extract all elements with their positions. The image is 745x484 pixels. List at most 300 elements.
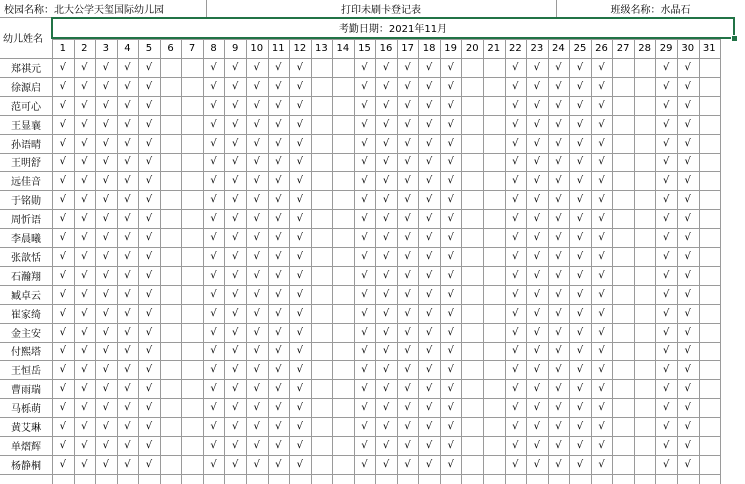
empty-cell[interactable] <box>160 153 182 172</box>
check-mark-cell[interactable]: √ <box>231 364 239 376</box>
check-mark-cell[interactable]: √ <box>382 118 390 130</box>
empty-cell[interactable] <box>699 115 721 134</box>
check-mark-cell[interactable]: √ <box>404 288 411 300</box>
check-mark-cell[interactable]: √ <box>662 402 670 414</box>
check-mark-cell[interactable]: √ <box>598 232 605 244</box>
student-name-cell[interactable]: 张歆恬 <box>11 252 41 264</box>
check-mark-cell[interactable]: √ <box>576 307 584 319</box>
check-mark-cell[interactable]: √ <box>533 118 541 130</box>
empty-cell[interactable] <box>332 417 354 436</box>
check-mark-cell[interactable]: √ <box>382 326 390 338</box>
check-mark-cell[interactable]: √ <box>361 421 368 433</box>
check-mark-cell[interactable]: √ <box>145 269 153 281</box>
check-mark-cell[interactable]: √ <box>102 439 110 451</box>
check-mark-cell[interactable]: √ <box>576 383 584 395</box>
check-mark-cell[interactable]: √ <box>231 80 239 92</box>
check-mark-cell[interactable]: √ <box>253 421 260 433</box>
check-mark-cell[interactable]: √ <box>555 402 562 414</box>
check-mark-cell[interactable]: √ <box>210 458 217 470</box>
check-mark-cell[interactable]: √ <box>231 326 239 338</box>
day-header-cell[interactable]: 16 <box>379 43 393 54</box>
check-mark-cell[interactable]: √ <box>447 213 454 225</box>
student-name-cell[interactable]: 黄艾琳 <box>11 423 41 435</box>
check-mark-cell[interactable]: √ <box>404 421 411 433</box>
check-mark-cell[interactable]: √ <box>512 213 519 225</box>
check-mark-cell[interactable]: √ <box>231 118 239 130</box>
check-mark-cell[interactable]: √ <box>124 288 131 300</box>
check-mark-cell[interactable]: √ <box>662 118 670 130</box>
check-mark-cell[interactable]: √ <box>447 61 454 73</box>
check-mark-cell[interactable]: √ <box>555 194 562 206</box>
check-mark-cell[interactable]: √ <box>404 458 411 470</box>
check-mark-cell[interactable]: √ <box>382 99 390 111</box>
empty-cell[interactable] <box>483 190 505 209</box>
check-mark-cell[interactable]: √ <box>533 307 541 319</box>
check-mark-cell[interactable]: √ <box>576 402 584 414</box>
empty-cell[interactable] <box>181 304 203 323</box>
student-name-cell[interactable]: 付熙塔 <box>11 347 41 359</box>
check-mark-cell[interactable]: √ <box>275 345 282 357</box>
check-mark-cell[interactable]: √ <box>102 232 110 244</box>
check-mark-cell[interactable]: √ <box>296 118 303 130</box>
empty-cell[interactable] <box>332 171 354 190</box>
check-mark-cell[interactable]: √ <box>382 383 390 395</box>
empty-cell[interactable] <box>634 417 656 436</box>
empty-cell[interactable] <box>483 342 505 361</box>
check-mark-cell[interactable]: √ <box>210 99 217 111</box>
check-mark-cell[interactable]: √ <box>81 402 88 414</box>
check-mark-cell[interactable]: √ <box>124 345 131 357</box>
check-mark-cell[interactable]: √ <box>361 137 368 149</box>
check-mark-cell[interactable]: √ <box>59 213 66 225</box>
check-mark-cell[interactable]: √ <box>124 118 131 130</box>
empty-cell[interactable] <box>461 77 483 96</box>
student-name-cell[interactable]: 王显襄 <box>11 120 41 132</box>
empty-cell[interactable] <box>311 436 333 455</box>
empty-cell[interactable] <box>634 190 656 209</box>
check-mark-cell[interactable]: √ <box>124 61 131 73</box>
check-mark-cell[interactable]: √ <box>275 458 282 470</box>
empty-cell[interactable] <box>181 379 203 398</box>
check-mark-cell[interactable]: √ <box>81 213 88 225</box>
check-mark-cell[interactable]: √ <box>81 194 88 206</box>
check-mark-cell[interactable]: √ <box>210 156 217 168</box>
check-mark-cell[interactable]: √ <box>447 307 454 319</box>
empty-cell[interactable] <box>311 247 333 266</box>
empty-cell[interactable] <box>311 153 333 172</box>
check-mark-cell[interactable]: √ <box>253 80 260 92</box>
check-mark-cell[interactable]: √ <box>512 383 519 395</box>
check-mark-cell[interactable]: √ <box>124 175 131 187</box>
check-mark-cell[interactable]: √ <box>102 118 110 130</box>
empty-cell[interactable] <box>699 171 721 190</box>
check-mark-cell[interactable]: √ <box>684 288 691 300</box>
check-mark-cell[interactable]: √ <box>145 250 153 262</box>
empty-cell[interactable] <box>332 266 354 285</box>
check-mark-cell[interactable]: √ <box>425 269 433 281</box>
empty-cell[interactable] <box>311 323 333 342</box>
check-mark-cell[interactable]: √ <box>253 288 260 300</box>
check-mark-cell[interactable]: √ <box>533 194 541 206</box>
check-mark-cell[interactable]: √ <box>59 307 66 319</box>
check-mark-cell[interactable]: √ <box>425 156 433 168</box>
check-mark-cell[interactable]: √ <box>512 345 519 357</box>
check-mark-cell[interactable]: √ <box>425 364 433 376</box>
day-header-cell[interactable]: 10 <box>250 43 264 54</box>
empty-cell[interactable] <box>311 455 333 474</box>
empty-cell[interactable] <box>332 285 354 304</box>
check-mark-cell[interactable]: √ <box>404 345 411 357</box>
check-mark-cell[interactable]: √ <box>576 269 584 281</box>
check-mark-cell[interactable]: √ <box>59 80 66 92</box>
empty-cell[interactable] <box>612 247 634 266</box>
check-mark-cell[interactable]: √ <box>447 383 454 395</box>
empty-cell[interactable] <box>461 398 483 417</box>
empty-cell[interactable] <box>699 153 721 172</box>
check-mark-cell[interactable]: √ <box>684 137 691 149</box>
check-mark-cell[interactable]: √ <box>662 383 670 395</box>
check-mark-cell[interactable]: √ <box>512 269 519 281</box>
day-header-cell[interactable]: 1 <box>59 43 66 54</box>
check-mark-cell[interactable]: √ <box>124 213 131 225</box>
empty-cell[interactable] <box>699 398 721 417</box>
check-mark-cell[interactable]: √ <box>662 99 670 111</box>
empty-cell[interactable] <box>699 285 721 304</box>
day-header-cell[interactable]: 21 <box>487 43 501 54</box>
check-mark-cell[interactable]: √ <box>124 402 131 414</box>
empty-cell[interactable] <box>634 436 656 455</box>
student-name-cell[interactable]: 李晨曦 <box>11 234 41 246</box>
check-mark-cell[interactable]: √ <box>555 307 562 319</box>
check-mark-cell[interactable]: √ <box>404 80 411 92</box>
empty-cell[interactable] <box>160 77 182 96</box>
day-header-cell[interactable]: 15 <box>358 43 371 54</box>
student-name-cell[interactable]: 孙语晴 <box>11 139 41 151</box>
empty-cell[interactable] <box>699 77 721 96</box>
check-mark-cell[interactable]: √ <box>296 345 303 357</box>
check-mark-cell[interactable]: √ <box>59 364 66 376</box>
check-mark-cell[interactable]: √ <box>361 175 368 187</box>
check-mark-cell[interactable]: √ <box>533 345 541 357</box>
check-mark-cell[interactable]: √ <box>598 288 605 300</box>
check-mark-cell[interactable]: √ <box>145 232 153 244</box>
check-mark-cell[interactable]: √ <box>533 156 541 168</box>
day-header-cell[interactable]: 31 <box>702 43 716 54</box>
empty-cell[interactable] <box>311 77 333 96</box>
empty-cell[interactable] <box>634 285 656 304</box>
empty-cell[interactable] <box>699 455 721 474</box>
check-mark-cell[interactable]: √ <box>447 175 454 187</box>
empty-cell[interactable] <box>612 323 634 342</box>
check-mark-cell[interactable]: √ <box>361 80 368 92</box>
check-mark-cell[interactable]: √ <box>512 99 519 111</box>
check-mark-cell[interactable]: √ <box>555 175 562 187</box>
check-mark-cell[interactable]: √ <box>231 458 239 470</box>
class-name-cell[interactable]: 班级名称：水晶石 <box>610 5 691 16</box>
check-mark-cell[interactable]: √ <box>598 383 605 395</box>
check-mark-cell[interactable]: √ <box>102 156 110 168</box>
empty-cell[interactable] <box>612 342 634 361</box>
check-mark-cell[interactable]: √ <box>382 156 390 168</box>
check-mark-cell[interactable]: √ <box>59 421 66 433</box>
check-mark-cell[interactable]: √ <box>231 307 239 319</box>
empty-cell[interactable] <box>699 379 721 398</box>
empty-cell[interactable] <box>311 134 333 153</box>
check-mark-cell[interactable]: √ <box>533 99 541 111</box>
check-mark-cell[interactable]: √ <box>512 250 519 262</box>
check-mark-cell[interactable]: √ <box>662 156 670 168</box>
check-mark-cell[interactable]: √ <box>81 326 88 338</box>
check-mark-cell[interactable]: √ <box>253 137 260 149</box>
empty-cell[interactable] <box>181 209 203 228</box>
day-header-cell[interactable]: 20 <box>465 43 479 54</box>
empty-cell[interactable] <box>160 379 182 398</box>
check-mark-cell[interactable]: √ <box>253 402 260 414</box>
check-mark-cell[interactable]: √ <box>124 99 131 111</box>
check-mark-cell[interactable]: √ <box>447 402 454 414</box>
check-mark-cell[interactable]: √ <box>447 232 454 244</box>
check-mark-cell[interactable]: √ <box>296 364 303 376</box>
check-mark-cell[interactable]: √ <box>102 250 110 262</box>
empty-cell[interactable] <box>461 455 483 474</box>
student-name-cell[interactable]: 曹雨瑞 <box>11 385 41 397</box>
check-mark-cell[interactable]: √ <box>102 213 110 225</box>
check-mark-cell[interactable]: √ <box>684 458 691 470</box>
empty-cell[interactable] <box>483 304 505 323</box>
check-mark-cell[interactable]: √ <box>231 194 239 206</box>
check-mark-cell[interactable]: √ <box>102 137 110 149</box>
check-mark-cell[interactable]: √ <box>382 458 390 470</box>
empty-cell[interactable] <box>461 323 483 342</box>
check-mark-cell[interactable]: √ <box>598 250 605 262</box>
day-header-cell[interactable]: 22 <box>508 43 522 54</box>
check-mark-cell[interactable]: √ <box>59 99 66 111</box>
empty-cell[interactable] <box>634 304 656 323</box>
empty-cell[interactable] <box>612 360 634 379</box>
empty-cell[interactable] <box>181 398 203 417</box>
check-mark-cell[interactable]: √ <box>102 61 110 73</box>
student-name-cell[interactable]: 王明舒 <box>11 158 41 170</box>
student-name-cell[interactable]: 于铭勋 <box>11 196 41 208</box>
empty-cell[interactable] <box>332 134 354 153</box>
empty-cell[interactable] <box>160 398 182 417</box>
check-mark-cell[interactable]: √ <box>404 156 411 168</box>
check-mark-cell[interactable]: √ <box>598 345 605 357</box>
check-mark-cell[interactable]: √ <box>382 250 390 262</box>
student-name-cell[interactable]: 马栎萌 <box>11 404 41 416</box>
check-mark-cell[interactable]: √ <box>555 364 562 376</box>
empty-cell[interactable] <box>461 304 483 323</box>
empty-cell[interactable] <box>699 436 721 455</box>
check-mark-cell[interactable]: √ <box>684 402 691 414</box>
check-mark-cell[interactable]: √ <box>598 402 605 414</box>
check-mark-cell[interactable]: √ <box>210 345 217 357</box>
check-mark-cell[interactable]: √ <box>382 61 390 73</box>
check-mark-cell[interactable]: √ <box>296 402 303 414</box>
check-mark-cell[interactable]: √ <box>210 269 217 281</box>
check-mark-cell[interactable]: √ <box>512 118 519 130</box>
empty-cell[interactable] <box>311 342 333 361</box>
empty-cell[interactable] <box>483 115 505 134</box>
check-mark-cell[interactable]: √ <box>253 232 260 244</box>
check-mark-cell[interactable]: √ <box>210 175 217 187</box>
check-mark-cell[interactable]: √ <box>253 269 260 281</box>
check-mark-cell[interactable]: √ <box>102 345 110 357</box>
empty-cell[interactable] <box>483 58 505 77</box>
check-mark-cell[interactable]: √ <box>296 175 303 187</box>
empty-cell[interactable] <box>311 285 333 304</box>
empty-cell[interactable] <box>634 209 656 228</box>
check-mark-cell[interactable]: √ <box>296 194 303 206</box>
check-mark-cell[interactable]: √ <box>684 99 691 111</box>
empty-cell[interactable] <box>461 134 483 153</box>
check-mark-cell[interactable]: √ <box>361 232 368 244</box>
empty-cell[interactable] <box>332 96 354 115</box>
check-mark-cell[interactable]: √ <box>145 421 153 433</box>
check-mark-cell[interactable]: √ <box>361 383 368 395</box>
empty-cell[interactable] <box>699 58 721 77</box>
check-mark-cell[interactable]: √ <box>512 326 519 338</box>
check-mark-cell[interactable]: √ <box>598 80 605 92</box>
empty-cell[interactable] <box>634 247 656 266</box>
check-mark-cell[interactable]: √ <box>404 194 411 206</box>
check-mark-cell[interactable]: √ <box>555 61 562 73</box>
check-mark-cell[interactable]: √ <box>253 194 260 206</box>
check-mark-cell[interactable]: √ <box>684 80 691 92</box>
check-mark-cell[interactable]: √ <box>253 156 260 168</box>
empty-cell[interactable] <box>311 417 333 436</box>
empty-cell[interactable] <box>461 266 483 285</box>
check-mark-cell[interactable]: √ <box>576 250 584 262</box>
check-mark-cell[interactable]: √ <box>684 156 691 168</box>
check-mark-cell[interactable]: √ <box>361 364 368 376</box>
empty-cell[interactable] <box>181 153 203 172</box>
check-mark-cell[interactable]: √ <box>124 156 131 168</box>
check-mark-cell[interactable]: √ <box>275 137 282 149</box>
check-mark-cell[interactable]: √ <box>598 307 605 319</box>
check-mark-cell[interactable]: √ <box>296 250 303 262</box>
check-mark-cell[interactable]: √ <box>512 458 519 470</box>
empty-cell[interactable] <box>612 436 634 455</box>
empty-cell[interactable] <box>461 171 483 190</box>
empty-cell[interactable] <box>699 247 721 266</box>
empty-cell[interactable] <box>461 209 483 228</box>
empty-cell[interactable] <box>461 360 483 379</box>
empty-cell[interactable] <box>612 379 634 398</box>
check-mark-cell[interactable]: √ <box>684 61 691 73</box>
empty-cell[interactable] <box>612 171 634 190</box>
empty-cell[interactable] <box>461 58 483 77</box>
check-mark-cell[interactable]: √ <box>533 213 541 225</box>
check-mark-cell[interactable]: √ <box>533 364 541 376</box>
check-mark-cell[interactable]: √ <box>145 307 153 319</box>
check-mark-cell[interactable]: √ <box>253 458 260 470</box>
empty-cell[interactable] <box>612 417 634 436</box>
check-mark-cell[interactable]: √ <box>684 364 691 376</box>
check-mark-cell[interactable]: √ <box>512 61 519 73</box>
check-mark-cell[interactable]: √ <box>404 326 411 338</box>
day-header-cell[interactable]: 30 <box>681 43 695 54</box>
check-mark-cell[interactable]: √ <box>361 61 368 73</box>
day-header-cell[interactable]: 18 <box>422 43 436 54</box>
check-mark-cell[interactable]: √ <box>425 307 433 319</box>
check-mark-cell[interactable]: √ <box>684 250 691 262</box>
empty-cell[interactable] <box>634 360 656 379</box>
empty-cell[interactable] <box>160 115 182 134</box>
check-mark-cell[interactable]: √ <box>81 175 88 187</box>
check-mark-cell[interactable]: √ <box>275 383 282 395</box>
check-mark-cell[interactable]: √ <box>361 345 368 357</box>
check-mark-cell[interactable]: √ <box>512 364 519 376</box>
check-mark-cell[interactable]: √ <box>576 232 584 244</box>
check-mark-cell[interactable]: √ <box>684 439 691 451</box>
check-mark-cell[interactable]: √ <box>59 402 66 414</box>
check-mark-cell[interactable]: √ <box>145 383 153 395</box>
check-mark-cell[interactable]: √ <box>447 326 454 338</box>
empty-cell[interactable] <box>181 190 203 209</box>
check-mark-cell[interactable]: √ <box>684 421 691 433</box>
check-mark-cell[interactable]: √ <box>275 421 282 433</box>
check-mark-cell[interactable]: √ <box>275 250 282 262</box>
empty-cell[interactable] <box>332 379 354 398</box>
check-mark-cell[interactable]: √ <box>210 61 217 73</box>
empty-cell[interactable] <box>181 285 203 304</box>
check-mark-cell[interactable]: √ <box>662 232 670 244</box>
empty-cell[interactable] <box>612 190 634 209</box>
day-header-cell[interactable]: 11 <box>271 43 285 54</box>
check-mark-cell[interactable]: √ <box>124 194 131 206</box>
student-name-cell[interactable]: 周忻语 <box>11 215 41 227</box>
check-mark-cell[interactable]: √ <box>425 345 433 357</box>
check-mark-cell[interactable]: √ <box>231 213 239 225</box>
check-mark-cell[interactable]: √ <box>447 99 454 111</box>
check-mark-cell[interactable]: √ <box>361 156 368 168</box>
check-mark-cell[interactable]: √ <box>59 232 66 244</box>
check-mark-cell[interactable]: √ <box>425 99 433 111</box>
empty-cell[interactable] <box>160 228 182 247</box>
check-mark-cell[interactable]: √ <box>404 402 411 414</box>
check-mark-cell[interactable]: √ <box>382 175 390 187</box>
empty-cell[interactable] <box>483 153 505 172</box>
check-mark-cell[interactable]: √ <box>81 421 88 433</box>
check-mark-cell[interactable]: √ <box>124 458 131 470</box>
check-mark-cell[interactable]: √ <box>447 269 454 281</box>
check-mark-cell[interactable]: √ <box>275 307 282 319</box>
check-mark-cell[interactable]: √ <box>576 175 584 187</box>
empty-cell[interactable] <box>181 134 203 153</box>
check-mark-cell[interactable]: √ <box>382 364 390 376</box>
check-mark-cell[interactable]: √ <box>145 175 153 187</box>
check-mark-cell[interactable]: √ <box>145 61 153 73</box>
empty-cell[interactable] <box>612 285 634 304</box>
empty-cell[interactable] <box>181 342 203 361</box>
check-mark-cell[interactable]: √ <box>684 232 691 244</box>
check-mark-cell[interactable]: √ <box>425 232 433 244</box>
check-mark-cell[interactable]: √ <box>533 326 541 338</box>
check-mark-cell[interactable]: √ <box>425 194 433 206</box>
check-mark-cell[interactable]: √ <box>684 383 691 395</box>
check-mark-cell[interactable]: √ <box>555 439 562 451</box>
empty-cell[interactable] <box>311 360 333 379</box>
check-mark-cell[interactable]: √ <box>81 156 88 168</box>
check-mark-cell[interactable]: √ <box>275 288 282 300</box>
check-mark-cell[interactable]: √ <box>662 345 670 357</box>
check-mark-cell[interactable]: √ <box>102 80 110 92</box>
check-mark-cell[interactable]: √ <box>512 156 519 168</box>
check-mark-cell[interactable]: √ <box>145 288 153 300</box>
check-mark-cell[interactable]: √ <box>598 194 605 206</box>
check-mark-cell[interactable]: √ <box>231 137 239 149</box>
